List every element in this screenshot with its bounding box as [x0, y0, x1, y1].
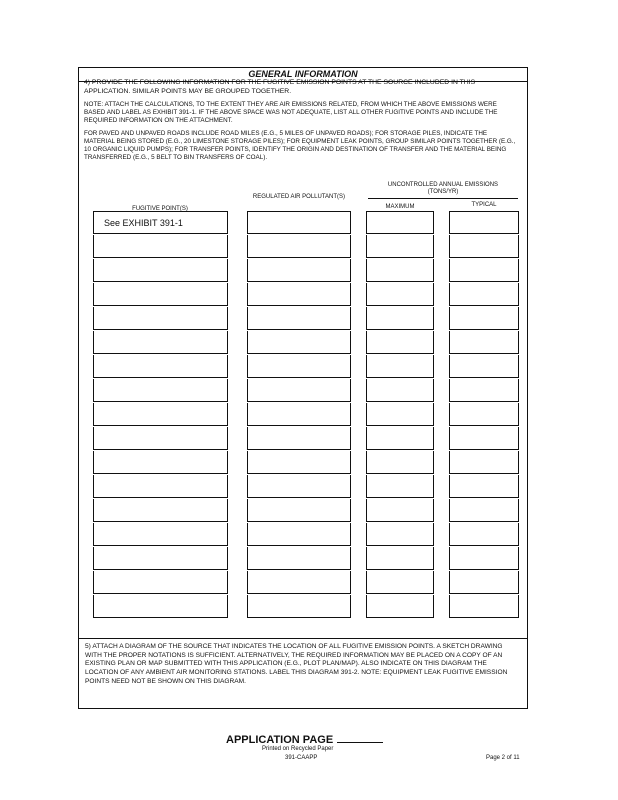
pollutant-field[interactable]	[247, 499, 351, 522]
typical-field[interactable]	[449, 547, 519, 570]
fugitive-point-field[interactable]	[93, 427, 228, 450]
form-frame	[78, 67, 528, 709]
column-header-fugitive-point: FUGITIVE POINT(S)	[132, 206, 188, 212]
typical-field[interactable]	[449, 283, 519, 306]
application-page-label: APPLICATION PAGE	[226, 734, 334, 746]
typical-field[interactable]	[449, 595, 519, 618]
pollutant-column	[247, 211, 351, 625]
fugitive-point-column	[93, 211, 228, 625]
typical-field[interactable]	[449, 235, 519, 258]
typical-field[interactable]	[449, 331, 519, 354]
maximum-field[interactable]	[366, 379, 434, 402]
section-4-note-grouping: FOR PAVED AND UNPAVED ROADS INCLUDE ROAD MILES (E.G., 5 MILES OF UNPAVED ROADS); FOR STORAGE PILES, INDICATE THE MATERIAL BEING STORED (E.G., 20 LIMESTONE STORAGE PILES); FOR EQUIPMENT LEAK POINTS, GROUP SIMILAR POINTS TOGETHER (E.G., 10 ORGANIC LIQUID PUMPS); FOR TRANSFER POINTS, IDENTIFY THE ORIGIN AND DESTINATION OF TRANSFER AND THE MATERIAL BEING TRANSFERRED (E.G., 5 BELT TO BIN TRANSFERS OF COAL).	[84, 130, 516, 161]
maximum-field[interactable]	[366, 403, 434, 426]
typical-field[interactable]	[449, 259, 519, 282]
maximum-field[interactable]	[366, 331, 434, 354]
typical-field[interactable]	[449, 403, 519, 426]
typical-field[interactable]	[449, 451, 519, 474]
pollutant-field[interactable]	[247, 379, 351, 402]
recycled-paper-note: Printed on Recycled Paper	[262, 746, 334, 752]
form-number: 391-CAAPP	[285, 755, 318, 761]
pollutant-field[interactable]	[247, 595, 351, 618]
maximum-field[interactable]	[366, 235, 434, 258]
uncontrolled-emissions-header	[368, 182, 518, 199]
maximum-field[interactable]	[366, 307, 434, 330]
fugitive-point-field[interactable]	[93, 451, 228, 474]
maximum-field[interactable]	[366, 523, 434, 546]
header-divider	[368, 198, 518, 199]
fugitive-point-field[interactable]	[93, 259, 228, 282]
application-page-title	[226, 733, 383, 746]
fugitive-point-field[interactable]	[93, 403, 228, 426]
maximum-field[interactable]	[366, 211, 434, 234]
maximum-field[interactable]	[366, 427, 434, 450]
fugitive-point-field[interactable]	[93, 547, 228, 570]
uncontrolled-emissions-label: UNCONTROLLED ANNUAL EMISSIONS	[387, 182, 499, 188]
section-4-instruction: 4) PROVIDE THE FOLLOWING INFORMATION FOR THE FUGITIVE EMISSION POINTS AT THE SOURCE INCLUDED IN THIS APPLICATION. SIMILAR POINTS MAY BE GROUPED TOGETHER.	[84, 79, 476, 95]
maximum-field[interactable]	[366, 499, 434, 522]
uncontrolled-emissions-units: (TONS/YR)	[427, 189, 459, 195]
pollutant-field[interactable]	[247, 283, 351, 306]
maximum-field[interactable]	[366, 355, 434, 378]
pollutant-field[interactable]	[247, 211, 351, 234]
maximum-field[interactable]	[366, 595, 434, 618]
fugitive-point-field[interactable]	[93, 283, 228, 306]
typical-field[interactable]	[449, 427, 519, 450]
application-page-number-blank[interactable]	[337, 733, 383, 743]
maximum-field[interactable]	[366, 283, 434, 306]
column-header-maximum: MAXIMUM	[385, 204, 415, 210]
pollutant-field[interactable]	[247, 307, 351, 330]
pollutant-field[interactable]	[247, 547, 351, 570]
fugitive-point-field[interactable]	[93, 379, 228, 402]
column-header-typical: TYPICAL	[471, 202, 497, 208]
typical-column	[449, 211, 519, 625]
maximum-column	[366, 211, 434, 625]
typical-field[interactable]	[449, 523, 519, 546]
pollutant-field[interactable]	[247, 331, 351, 354]
section-header: GENERAL INFORMATION	[79, 68, 527, 82]
pollutant-field[interactable]	[247, 523, 351, 546]
fugitive-point-field[interactable]	[93, 499, 228, 522]
maximum-field[interactable]	[366, 451, 434, 474]
typical-field[interactable]	[449, 571, 519, 594]
maximum-field[interactable]	[366, 259, 434, 282]
fugitive-point-field[interactable]: See EXHIBIT 391-1	[93, 211, 228, 234]
fugitive-point-field[interactable]	[93, 235, 228, 258]
section-5: 5) ATTACH A DIAGRAM OF THE SOURCE THAT INDICATES THE LOCATION OF ALL FUGITIVE EMISSION POINTS. A SKETCH DRAWING WITH THE PROPER NOTATIONS IS SUFFICIENT. ALTERNATIVELY, THE REQUIRED INFORMATION MAY BE PLACED ON A COPY OF AN EXISTING PLAN OR MAP SUBMITTED WITH THIS APPLICATION (E.G., PLOT PLAN/MAP). ALSO INDICATE ON THIS DIAGRAM THE LOCATION OF ANY AMBIENT AIR MONITORING STATIONS. LABEL THIS DIAGRAM 391-2. NOTE: EQUIPMENT LEAK FUGITIVE EMISSION POINTS NEED NOT BE SHOWN ON THIS DIAGRAM.	[79, 638, 527, 687]
section-4	[84, 79, 516, 167]
section-4-note-calculations: NOTE: ATTACH THE CALCULATIONS, TO THE EXTENT THEY ARE AIR EMISSIONS RELATED, FROM WHICH THE ABOVE EMISSIONS WERE BASED AND LABEL AS EXHIBIT 391-1. IF THE ABOVE SPACE WAS NOT ADEQUATE, LIST ALL OTHER FUGITIVE POINTS AND INCLUDE THE REQUIRED INFORMATION ON THE ATTACHMENT.	[84, 101, 498, 124]
maximum-field[interactable]	[366, 475, 434, 498]
column-header-pollutant: REGULATED AIR POLLUTANT(S)	[252, 194, 346, 200]
pollutant-field[interactable]	[247, 355, 351, 378]
typical-field[interactable]	[449, 307, 519, 330]
typical-field[interactable]	[449, 499, 519, 522]
pollutant-field[interactable]	[247, 571, 351, 594]
maximum-field[interactable]	[366, 571, 434, 594]
maximum-field[interactable]	[366, 547, 434, 570]
fugitive-point-field[interactable]	[93, 523, 228, 546]
typical-field[interactable]	[449, 379, 519, 402]
pollutant-field[interactable]	[247, 475, 351, 498]
typical-field[interactable]	[449, 475, 519, 498]
fugitive-point-field[interactable]	[93, 475, 228, 498]
fugitive-point-field[interactable]	[93, 331, 228, 354]
typical-field[interactable]	[449, 211, 519, 234]
fugitive-point-field[interactable]	[93, 355, 228, 378]
fugitive-point-field[interactable]	[93, 571, 228, 594]
pollutant-field[interactable]	[247, 451, 351, 474]
pollutant-field[interactable]	[247, 403, 351, 426]
typical-field[interactable]	[449, 355, 519, 378]
pollutant-field[interactable]	[247, 427, 351, 450]
fugitive-point-field[interactable]	[93, 595, 228, 618]
pollutant-field[interactable]	[247, 235, 351, 258]
fugitive-point-field[interactable]	[93, 307, 228, 330]
page-count: Page 2 of 11	[486, 755, 520, 761]
pollutant-field[interactable]	[247, 259, 351, 282]
